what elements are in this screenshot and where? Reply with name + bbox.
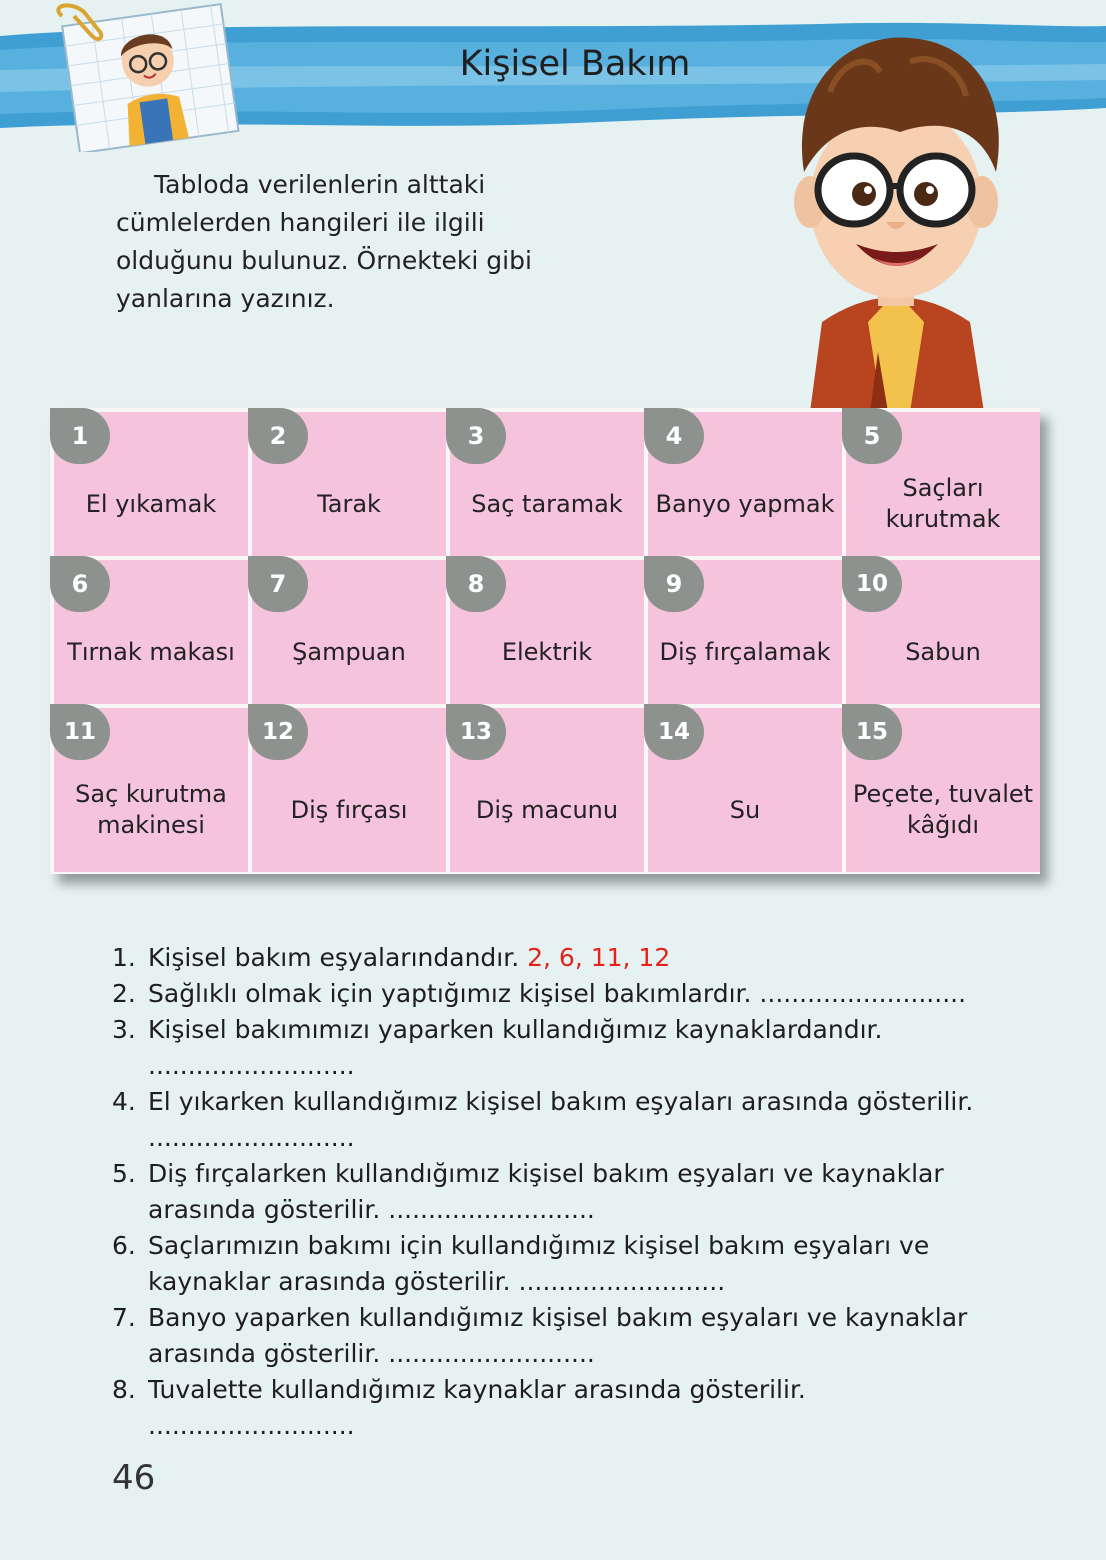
item-number-badge: 15: [842, 704, 902, 760]
answer-blank[interactable]: ..........................: [148, 1051, 355, 1080]
question-text: Diş fırçalarken kullandığımız kişisel bakım eşyaları ve kaynaklar arasında gösterilir.: [148, 1159, 944, 1224]
items-table: [50, 408, 1040, 874]
question-item: [112, 940, 1012, 976]
item-number-badge: 1: [50, 408, 110, 464]
item-label: Tırnak makası: [67, 637, 235, 666]
boy-illustration: [770, 22, 1020, 412]
question-item: [112, 1228, 1012, 1300]
question-item: [112, 1300, 1012, 1372]
item-cell: [450, 412, 644, 556]
item-number-badge: 11: [50, 704, 110, 760]
item-label: Peçete, tuvalet kâğıdı: [852, 780, 1034, 839]
question-text: Banyo yaparken kullandığımız kişisel bakım eşyaları ve kaynaklar arasında gösterilir.: [148, 1303, 968, 1368]
item-label: Sabun: [905, 637, 981, 666]
item-number-badge: 14: [644, 704, 704, 760]
item-cell: [846, 708, 1040, 872]
question-number: 6.: [112, 1231, 136, 1260]
question-item: [112, 1156, 1012, 1228]
item-label: Su: [729, 795, 761, 824]
item-label: Saç kurutma makinesi: [75, 780, 227, 839]
item-number-badge: 2: [248, 408, 308, 464]
item-label: Şampuan: [292, 637, 406, 666]
page-number: 46: [112, 1458, 156, 1498]
item-label: Saç taramak: [471, 489, 623, 518]
item-number-badge: 4: [644, 408, 704, 464]
item-number-badge: 7: [248, 556, 308, 612]
item-number-badge: 9: [644, 556, 704, 612]
question-text: Kişisel bakım eşyalarındandır.: [148, 943, 520, 972]
answer-blank[interactable]: ..........................: [388, 1339, 595, 1368]
item-cell: [252, 708, 446, 872]
page-title: Kişisel Bakım: [459, 44, 691, 84]
item-number-badge: 5: [842, 408, 902, 464]
item-label: Tarak: [317, 489, 381, 518]
question-item: [112, 1372, 1012, 1444]
item-cell: [252, 560, 446, 704]
instruction-text: Tabloda verilenlerin alttaki cümlelerden hangileri ile ilgili olduğunu bulunuz. Örnekteki gibi yanlarına yazınız.: [116, 170, 532, 313]
question-text: El yıkarken kullandığımız kişisel bakım eşyaları arasında gösterilir.: [148, 1087, 974, 1116]
question-answer: 2, 6, 11, 12: [527, 943, 671, 972]
question-text: Saçlarımızın bakımı için kullandığımız kişisel bakım eşyaları ve kaynaklar arasında gösterilir.: [148, 1231, 930, 1296]
item-cell: [846, 560, 1040, 704]
item-label: Diş macunu: [475, 795, 619, 824]
item-number-badge: 12: [248, 704, 308, 760]
item-cell: [54, 708, 248, 872]
item-cell: [54, 412, 248, 556]
question-number: 8.: [112, 1375, 136, 1404]
item-cell: [252, 412, 446, 556]
question-item: [112, 1084, 1012, 1156]
item-cell: [450, 560, 644, 704]
item-cell: [648, 560, 842, 704]
question-list: [112, 940, 1012, 1444]
item-number-badge: 6: [50, 556, 110, 612]
item-cell: [450, 708, 644, 872]
item-cell: [648, 708, 842, 872]
answer-blank[interactable]: ..........................: [759, 979, 967, 1008]
question-item: [112, 976, 1012, 1012]
item-number-badge: 3: [446, 408, 506, 464]
item-number-badge: 13: [446, 704, 506, 760]
item-label: Diş fırçası: [290, 795, 408, 824]
item-label: El yıkamak: [85, 489, 217, 518]
item-cell: [54, 560, 248, 704]
item-number-badge: 8: [446, 556, 506, 612]
question-text: Kişisel bakımımızı yaparken kullandığımız kaynaklardandır.: [148, 1015, 883, 1044]
question-number: 7.: [112, 1303, 136, 1332]
question-number: 3.: [112, 1015, 136, 1044]
item-label: Saçları kurutmak: [885, 474, 1001, 533]
answer-blank[interactable]: ..........................: [518, 1267, 726, 1296]
item-cell: [648, 412, 842, 556]
answer-blank[interactable]: ..........................: [148, 1411, 355, 1440]
question-number: 1.: [112, 943, 136, 972]
question-text: Sağlıklı olmak için yaptığımız kişisel bakımlardır.: [148, 979, 752, 1008]
question-text: Tuvalette kullandığımız kaynaklar arasında gösterilir.: [148, 1375, 806, 1404]
question-number: 4.: [112, 1087, 136, 1116]
item-cell: [846, 412, 1040, 556]
item-label: Banyo yapmak: [655, 489, 835, 518]
boy-sketch-illustration: [40, 2, 240, 152]
question-item: [112, 1012, 1012, 1084]
item-number-badge: 10: [842, 556, 902, 612]
item-label: Elektrik: [501, 637, 593, 666]
question-number: 5.: [112, 1159, 136, 1188]
question-number: 2.: [112, 979, 136, 1008]
item-label: Diş fırçalamak: [659, 637, 831, 666]
answer-blank[interactable]: ..........................: [148, 1123, 355, 1152]
answer-blank[interactable]: ..........................: [388, 1195, 595, 1224]
